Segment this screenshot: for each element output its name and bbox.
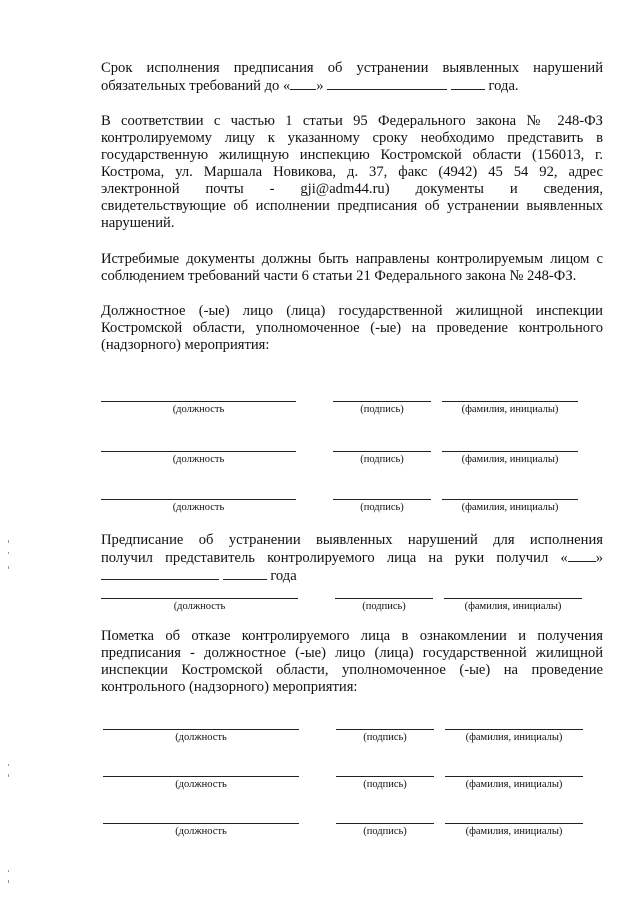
name-caption: (фамилия, инициалы) — [464, 601, 562, 612]
received-year-blank — [223, 567, 267, 580]
position-caption: (должность — [175, 732, 227, 743]
signature-row-5 — [0, 729, 640, 753]
deadline-line-2: обязательных требований до « » года. — [101, 78, 519, 94]
signature-line — [333, 451, 431, 452]
position-caption: (должность — [172, 502, 225, 513]
signature-line — [335, 598, 433, 599]
signature-caption: (подпись) — [360, 454, 404, 465]
name-caption: (фамилия, инициалы) — [465, 732, 563, 743]
signature-row-2 — [0, 451, 640, 475]
received-month-blank — [101, 567, 219, 580]
signature-row-6 — [0, 776, 640, 800]
signature-caption: (подпись) — [363, 732, 407, 743]
position-line — [101, 598, 298, 599]
docs-line-1: Истребимые документы должны быть направлены контролируемым лицом с — [101, 251, 603, 267]
signature-row-7 — [0, 823, 640, 847]
signature-caption: (подпись) — [360, 502, 404, 513]
name-line — [444, 598, 582, 599]
refusal-line-1: Пометка об отказе контролируемого лица в ознакомлении и получения — [101, 628, 603, 644]
scan-mark — [8, 540, 9, 543]
scan-mark — [8, 552, 9, 554]
signature-row-1 — [0, 401, 640, 425]
signature-line — [336, 823, 434, 824]
position-caption: (должность — [172, 404, 225, 415]
signature-row-4 — [0, 598, 640, 622]
scan-mark — [8, 566, 9, 569]
signature-caption: (подпись) — [360, 404, 404, 415]
signature-caption: (подпись) — [363, 826, 407, 837]
name-line — [445, 729, 583, 730]
signature-row-3 — [0, 499, 640, 523]
scan-mark — [8, 870, 9, 872]
signature-line — [333, 401, 431, 402]
received-paragraph — [101, 532, 603, 585]
received-line-1: Предписание об устранении выявленных нарушений для исполнения — [101, 532, 603, 548]
name-line — [445, 776, 583, 777]
position-line — [103, 823, 299, 824]
law-line-5: электронной почты - gji@adm44.ru) документы и сведения, — [101, 181, 603, 197]
position-line — [101, 499, 296, 500]
name-line — [445, 823, 583, 824]
day-blank — [290, 77, 316, 90]
received-line-2: получил представитель контролируемого лица на руки получил « » — [101, 550, 603, 566]
docs-line-2: соблюдением требований части 6 статьи 21 Федерального закона № 248-ФЗ. — [101, 268, 577, 284]
name-caption: (фамилия, инициалы) — [465, 779, 563, 790]
law-paragraph — [101, 113, 603, 232]
deadline-paragraph — [101, 60, 603, 95]
name-caption: (фамилия, инициалы) — [461, 454, 559, 465]
deadline-line-1: Срок исполнения предписания об устранении выявленных нарушений — [101, 60, 603, 76]
documents-paragraph — [101, 251, 603, 285]
law-line-1: В соответствии с частью 1 статьи 95 Федерального закона № 248-ФЗ — [101, 113, 603, 129]
refusal-paragraph — [101, 628, 603, 696]
law-line-4: Кострома, ул. Маршала Новикова, д. 37, факс (4942) 45 54 92, адрес — [101, 164, 603, 180]
position-line — [101, 451, 296, 452]
officials-paragraph — [101, 303, 603, 354]
scan-mark — [8, 774, 9, 777]
position-caption: (должность — [175, 779, 227, 790]
refusal-line-3: инспекции Костромской области, уполномоченное (-ые) на проведение — [101, 662, 603, 678]
scan-mark — [8, 880, 9, 883]
position-line — [101, 401, 296, 402]
name-line — [442, 401, 578, 402]
received-day-blank — [568, 549, 596, 562]
name-caption: (фамилия, инициалы) — [461, 502, 559, 513]
officials-line-2: Костромской области, уполномоченное (-ые) на проведение контрольного — [101, 320, 603, 336]
position-line — [103, 729, 299, 730]
position-caption: (должность — [175, 826, 227, 837]
month-blank — [327, 77, 447, 90]
law-line-7: нарушений. — [101, 215, 175, 231]
law-line-3: государственную жилищную инспекцию Костромской области (156013, г. — [101, 147, 603, 163]
signature-line — [333, 499, 431, 500]
signature-line — [336, 776, 434, 777]
refusal-line-2: предписания - должностное (-ые) лицо (лица) государственной жилищной — [101, 645, 603, 661]
scan-mark — [8, 764, 9, 766]
position-caption: (должность — [172, 454, 225, 465]
year-blank — [451, 77, 485, 90]
officials-line-1: Должностное (-ые) лицо (лица) государственной жилищной инспекции — [101, 303, 603, 319]
officials-line-3: (надзорного) мероприятия: — [101, 337, 270, 353]
law-line-2: контролируемому лицу к указанному сроку необходимо представить в — [101, 130, 603, 146]
received-line-3: года — [101, 567, 603, 585]
refusal-line-4: контрольного (надзорного) мероприятия: — [101, 679, 358, 695]
signature-caption: (подпись) — [363, 779, 407, 790]
signature-caption: (подпись) — [362, 601, 406, 612]
position-caption: (должность — [173, 601, 226, 612]
law-line-6: свидетельствующие об исполнении предписания об устранении выявленных — [101, 198, 603, 214]
name-line — [442, 499, 578, 500]
position-line — [103, 776, 299, 777]
name-caption: (фамилия, инициалы) — [461, 404, 559, 415]
name-line — [442, 451, 578, 452]
signature-line — [336, 729, 434, 730]
name-caption: (фамилия, инициалы) — [465, 826, 563, 837]
